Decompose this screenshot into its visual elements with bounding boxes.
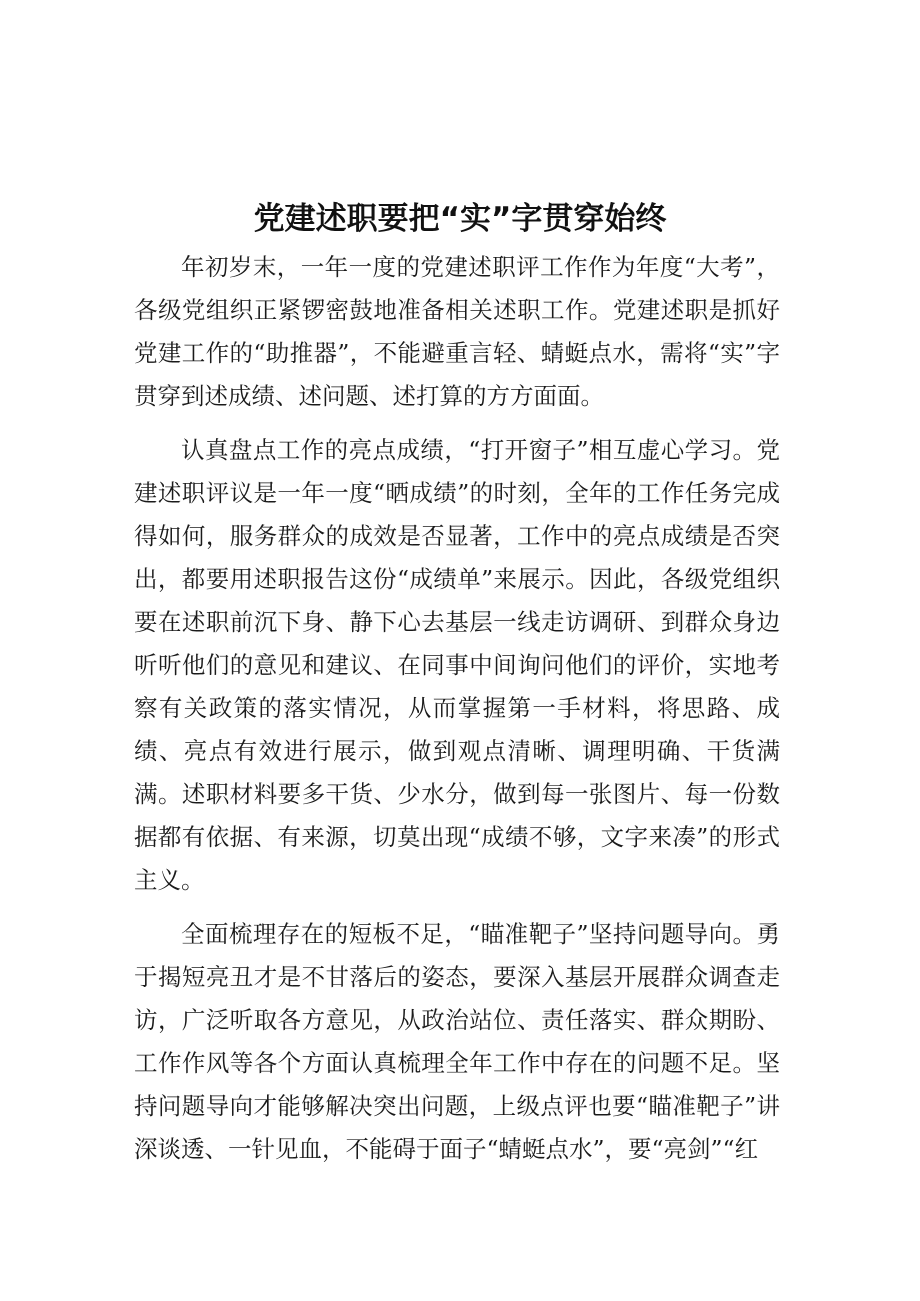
document-title: 党建述职要把“实”字贯穿始终: [253, 201, 667, 237]
paragraph-intro: 年初岁末，一年一度的党建述职评工作作为年度“大考”，各级党组织正紧锣密鼓地准备相关述职工作。党建述职是抓好党建工作的“助推器”，不能避重言轻、蜻蜓点水，需将“实”字贯穿到述成绩、述问题、述打算的方方面面。: [134, 253, 780, 410]
paragraph-shortcomings: 全面梳理存在的短板不足，“瞄准靶子”坚持问题导向。勇于揭短亮丑才是不甘落后的姿态，要深入基层开展群众调查走访，广泛听取各方意见，从政治站位、责任落实、群众期盼、工作作风等各个方面认真梳理全年工作中存在的问题不足。坚持问题导向才能够解决突出问题，上级点评也要“瞄准靶子”讲深谈透、一针见血，不能碍于面子“蜻蜓点水”，要“亮剑”“红: [134, 920, 780, 1163]
paragraph-achievements: 认真盘点工作的亮点成绩，“打开窗子”相互虚心学习。党建述职评议是一年一度“晒成绩”的时刻，全年的工作任务完成得如何，服务群众的成效是否显著，工作中的亮点成绩是否突出，都要用述职报告这份“成绩单”来展示。因此，各级党组织要在述职前沉下身、静下心去基层一线走访调研、到群众身边听听他们的意见和建议、在同事中间询问他们的评价，实地考察有关政策的落实情况，从而掌握第一手材料，将思路、成绩、亮点有效进行展示，做到观点清晰、调理明确、干货满满。述职材料要多干货、少水分，做到每一张图片、每一份数据都有依据、有来源，切莫出现“成绩不够，文字来凑”的形式主义。: [134, 436, 780, 894]
document-body: [134, 246, 780, 1182]
